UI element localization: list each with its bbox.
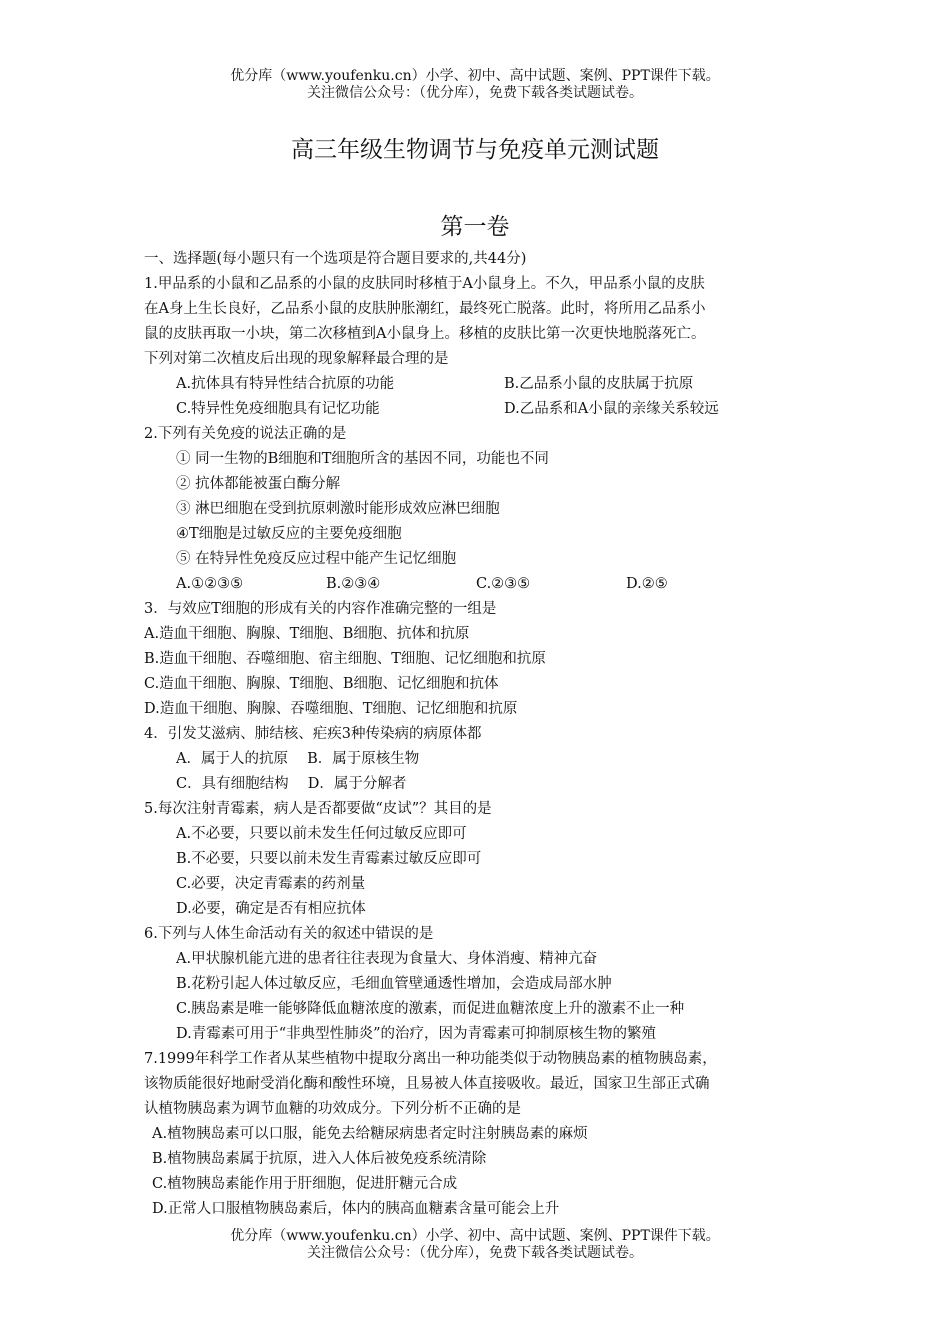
volume-heading: 第一卷 xyxy=(440,214,510,240)
question-stem: 3．与效应T细胞的形成有关的内容作准确完整的一组是 xyxy=(144,601,497,617)
document-title: 高三年级生物调节与免疫单元测试题 xyxy=(291,137,659,163)
question-stem: 6.下列与人体生命活动有关的叙述中错误的是 xyxy=(144,926,434,942)
section-heading: 一、选择题(每小题只有一个选项是符合题目要求的,共44分) xyxy=(144,251,527,267)
option-b: B.乙品系小鼠的皮肤属于抗原 xyxy=(504,376,694,392)
option-c: C.特异性免疫细胞具有记忆功能 xyxy=(176,401,380,417)
page-header xyxy=(0,68,950,102)
question-text-line: 7.1999年科学工作者从某些植物中提取分离出一种功能类似于动物胰岛素的植物胰岛素， xyxy=(144,1051,717,1067)
option-c: C.必要，决定青霉素的药剂量 xyxy=(176,876,366,892)
statement-item: ④T细胞是过敏反应的主要免疫细胞 xyxy=(176,526,402,542)
question-5 xyxy=(144,797,809,922)
option-c: C.植物胰岛素能作用于肝细胞，促进肝糖元合成 xyxy=(152,1176,458,1192)
question-stem: 4．引发艾滋病、肺结核、疟疾3种传染病的病原体都 xyxy=(144,726,482,742)
question-text-line: 下列对第二次植皮后出现的现象解释最合理的是 xyxy=(144,351,449,367)
option-b: B.造血干细胞、吞噬细胞、宿主细胞、T细胞、记忆细胞和抗原 xyxy=(144,651,546,667)
footer-line-1: 优分库（www.youfenku.cn）小学、初中、高中试题、案例、PPT课件下载。 xyxy=(230,1228,720,1244)
statement-item: ② 抗体都能被蛋白酶分解 xyxy=(176,476,341,492)
question-4 xyxy=(144,722,809,797)
option-b: B.②③④ xyxy=(326,576,381,592)
option-b: B.不必要，只要以前未发生青霉素过敏反应即可 xyxy=(176,851,482,867)
option-d: D.造血干细胞、胸腺、吞噬细胞、T细胞、记忆细胞和抗原 xyxy=(144,701,518,717)
header-line-1: 优分库（www.youfenku.cn）小学、初中、高中试题、案例、PPT课件下载。 xyxy=(230,68,720,84)
statement-item: ① 同一生物的B细胞和T细胞所含的基因不同，功能也不同 xyxy=(176,451,549,467)
option-a: A.①②③⑤ xyxy=(176,576,244,592)
document-body xyxy=(144,247,809,1222)
option-d: D.青霉素可用于“非典型性肺炎”的治疗，因为青霉素可抑制原核生物的繁殖 xyxy=(176,1026,657,1042)
option-row xyxy=(144,372,809,397)
question-2 xyxy=(144,422,809,597)
option-a: A.不必要，只要以前未发生任何过敏反应即可 xyxy=(176,826,467,842)
option-d: D.正常人口服植物胰岛素后，体内的胰高血糖素含量可能会上升 xyxy=(152,1201,560,1217)
question-text-line: 该物质能很好地耐受消化酶和酸性环境，且易被人体直接吸收。最近，国家卫生部正式确 xyxy=(144,1076,710,1092)
option-c: C.造血干细胞、胸腺、T细胞、B细胞、记忆细胞和抗体 xyxy=(144,676,499,692)
option-row-cd: C．具有细胞结构 D．属于分解者 xyxy=(176,776,407,792)
question-1 xyxy=(144,272,809,422)
question-text-line: 认植物胰岛素为调节血糖的功效成分。下列分析不正确的是 xyxy=(144,1101,521,1117)
option-row xyxy=(144,572,809,597)
question-stem: 2.下列有关免疫的说法正确的是 xyxy=(144,426,347,442)
question-text-line: 鼠的皮肤再取一小块，第二次移植到A小鼠身上。移植的皮肤比第一次更快地脱落死亡。 xyxy=(144,326,706,342)
header-line-2: 关注微信公众号：（优分库），免费下载各类试题试卷。 xyxy=(307,85,643,101)
question-6 xyxy=(144,922,809,1047)
option-d: D.乙品系和A小鼠的亲缘关系较远 xyxy=(504,401,719,417)
statement-item: ③ 淋巴细胞在受到抗原刺激时能形成效应淋巴细胞 xyxy=(176,501,500,517)
option-b: B.花粉引起人体过敏反应，毛细血管壁通透性增加，会造成局部水肿 xyxy=(176,976,612,992)
option-c: C.②③⑤ xyxy=(476,576,531,592)
option-row xyxy=(144,397,809,422)
option-a: A.植物胰岛素可以口服，能免去给糖尿病患者定时注射胰岛素的麻烦 xyxy=(152,1126,588,1142)
option-d: D.必要，确定是否有相应抗体 xyxy=(176,901,366,917)
question-stem: 5.每次注射青霉素，病人是否都要做“皮试”？其目的是 xyxy=(144,801,492,817)
option-a: A.抗体具有特异性结合抗原的功能 xyxy=(176,376,395,392)
option-row-ab: A．属于人的抗原 B．属于原核生物 xyxy=(176,751,420,767)
footer-line-2: 关注微信公众号：（优分库），免费下载各类试题试卷。 xyxy=(307,1245,643,1261)
page-footer xyxy=(0,1228,950,1262)
option-a: A.甲状腺机能亢进的患者往往表现为食量大、身体消瘦、精神亢奋 xyxy=(176,951,598,967)
question-3 xyxy=(144,597,809,722)
statement-item: ⑤ 在特异性免疫反应过程中能产生记忆细胞 xyxy=(176,551,457,567)
option-d: D.②⑤ xyxy=(626,576,668,592)
question-text-line: 在A身上生长良好，乙品系小鼠的皮肤肿胀潮红，最终死亡脱落。此时，将所用乙品系小 xyxy=(144,301,706,317)
option-c: C.胰岛素是唯一能够降低血糖浓度的激素，而促进血糖浓度上升的激素不止一种 xyxy=(176,1001,685,1017)
option-a: A.造血干细胞、胸腺、T细胞、B细胞、抗体和抗原 xyxy=(144,626,470,642)
option-b: B.植物胰岛素属于抗原，进入人体后被免疫系统清除 xyxy=(152,1151,487,1167)
question-7 xyxy=(144,1047,809,1222)
question-text-line: 1.甲品系的小鼠和乙品系的小鼠的皮肤同时移植于A小鼠身上。不久，甲品系小鼠的皮肤 xyxy=(144,276,705,292)
